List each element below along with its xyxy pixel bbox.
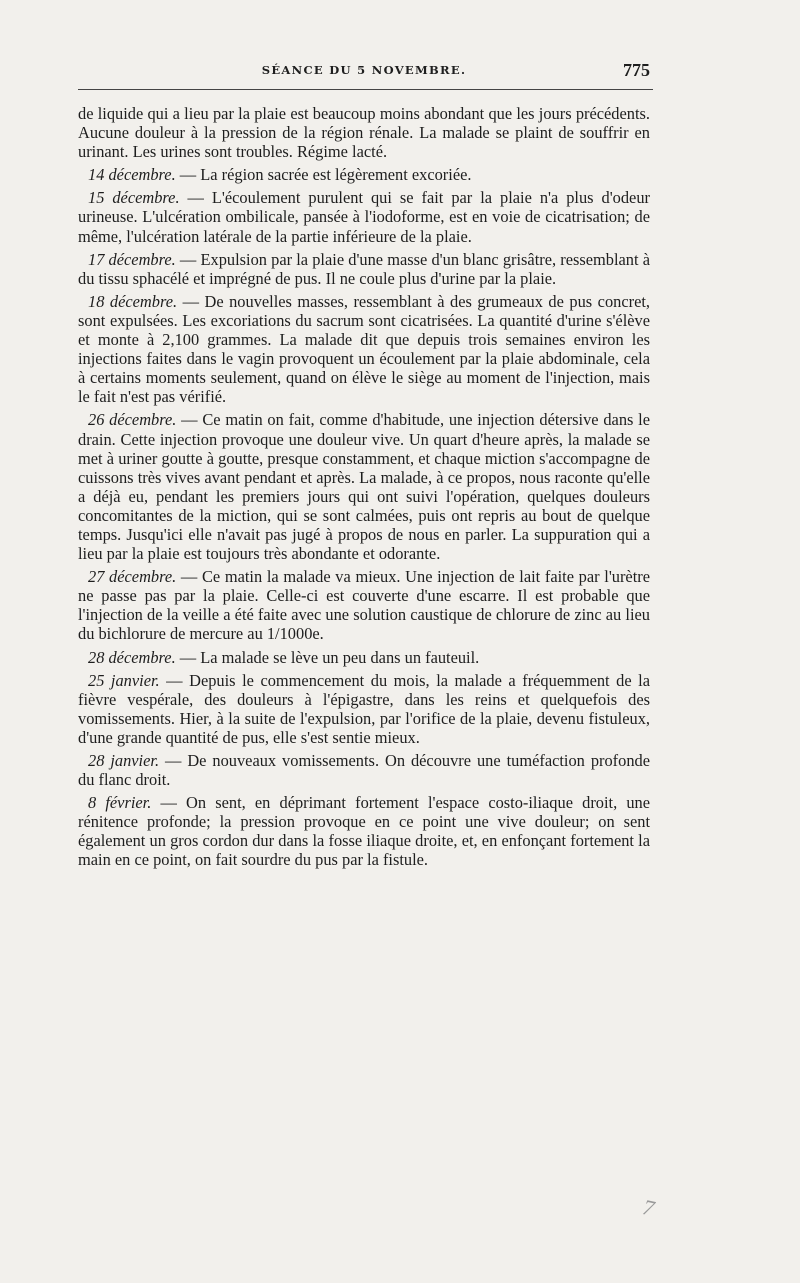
entry-date: 8 février. [88,793,152,813]
entry-date: 28 décembre. [88,647,176,667]
entry-text: — La région sacrée est légèrement excoriée. [175,165,472,185]
page-header [78,58,650,82]
entry-28-decembre [78,648,650,667]
corner-scan-mark: 7 [640,1194,657,1221]
entry-text: — On sent, en déprimant fortement l'espace costo-iliaque droit, une rénitence profonde; la pression provoque en ce point une vive douleur; on sent également un gros cordon dur dans la fosse iliaque droite, et, en enfonçant fortement la main en ce point, on fait sourdre du pus par la fistule. [78,793,651,870]
entry-date: 25 janvier. [88,670,160,690]
entry-17-decembre [78,250,650,288]
header-rule [78,89,653,90]
entry-text: — De nouvelles masses, ressemblant à des grumeaux de pus concret, sont expulsées. Les excoriations du sacrum sont cicatrisées. La quantité d'urine s'élève et monte à 2,100 grammes. La malade dit que depuis trois semaines environ les injections faites dans le vagin provoquent un écoulement par la plaie abdominale, cela à certains moments seulement, quand on élève le siège au moment de l'injection, mais le fait n'est pas vérifié. [78,291,650,407]
entry-text: — Depuis le commencement du mois, la malade a fréquemment de la fièvre vespérale, des douleurs à l'épigastre, dans les reins et quelquefois des vomissements. Hier, à la suite de l'expulsion, par l'orifice de la plaie, devenu fistuleux, d'une grande quantité de pus, elle s'est sentie mieux. [78,670,650,747]
entry-15-decembre [78,188,650,245]
page-number: 775 [623,60,650,80]
entry-date: 15 décembre. [88,188,180,208]
entry-text: — Expulsion par la plaie d'une masse d'un blanc grisâtre, ressemblant à du tissu sphacélé et imprégné de pus. Il ne coule plus d'urine par la plaie. [78,249,650,288]
entry-26-decembre [78,410,650,563]
entry-date: 14 décembre. [88,165,176,185]
entry-date: 28 janvier. [88,751,160,770]
entry-date: 27 décembre. [88,567,177,587]
paragraph-continuation [78,104,650,161]
entry-date: 18 décembre. [88,291,178,311]
entry-25-janvier [78,671,650,747]
running-title: SÉANCE DU 5 NOVEMBRE. [261,63,467,77]
entry-8-fevrier [78,793,650,869]
entry-date: 17 décembre. [88,249,176,269]
entry-27-decembre [78,567,650,643]
entry-date: 26 décembre. [88,410,177,430]
entry-text: de liquide qui a lieu par la plaie est beaucoup moins abondant que les jours précédents. Aucune douleur à la pression de la région rénale. La malade se plaint de souffrir en urinant. Les urines sont troubles. Régime lacté. [78,104,650,162]
entry-text: — L'écoulement purulent qui se fait par la plaie n'a plus d'odeur urineuse. L'ulcération ombilicale, pansée à l'iodoforme, est en voie de cicatrisation; de même, l'ulcération latérale de la partie inférieure de la plaie. [78,188,650,246]
entry-14-decembre [78,165,650,184]
entry-28-janvier [78,751,650,789]
entry-text: — La malade se lève un peu dans un fauteuil. [175,647,480,667]
body-text [78,104,650,874]
entry-text: — Ce matin la malade va mieux. Une injection de lait faite par l'urètre ne passe pas par la plaie. Celle-ci est couverte d'une escarre. Il est probable que l'injection de la veille a été faite avec une solution caustique de chlorure de zinc au lieu du bichlorure de mercure au 1/1000e. [78,567,650,644]
entry-text: — De nouveaux vomissements. On découvre une tuméfaction profonde du flanc droit. [78,751,650,790]
entry-18-decembre [78,292,650,407]
entry-text: — Ce matin on fait, comme d'habitude, une injection détersive dans le drain. Cette injection provoque une douleur vive. Un quart d'heure après, la malade se met à uriner goutte à goutte, presque constamment, et chaque miction s'accompagne de cuissons très vives avant pendant et après. La malade, à ce propos, nous raconte qu'elle a déjà eu, pendant les premiers jours qui ont suivi l'opération, quelques douleurs concomitantes de la miction, qui se sont calmées, puis ont repris au bout de quelque temps. Jusqu'ici elle n'avait pas jugé à propos de nous en parler. La suppuration qui a lieu par la plaie est toujours très abondante et odorante. [78,410,651,564]
